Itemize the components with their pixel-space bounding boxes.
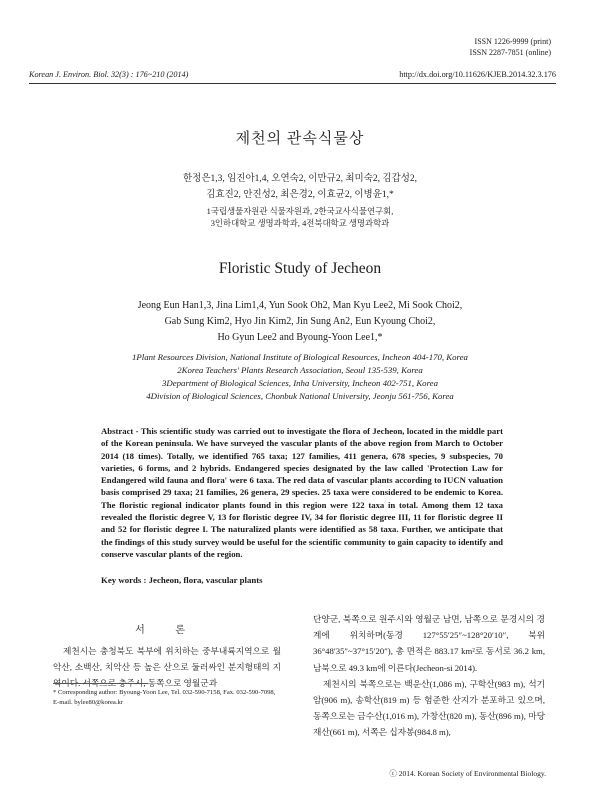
english-authors-line-1: Jeong Eun Han1,3, Jina Lim1,4, Yun Sook Oh2, Man Kyu Lee2, Mi Sook Choi2, — [137, 300, 463, 311]
english-authors — [30, 298, 570, 346]
issn-online: ISSN 2287-7851 (online) — [469, 48, 551, 57]
korean-title: 제천의 관속식물상 — [235, 131, 365, 147]
journal-citation: Korean J. Environ. Biol. 32(3) : 176~210 (2014) — [29, 70, 189, 79]
header-divider — [29, 83, 556, 84]
affiliation-2: 2Korea Teachers' Plants Research Association, Seoul 135-539, Korea — [177, 365, 423, 375]
intro-paragraph-right-1: 단양군, 북쪽으로 원주시와 영월군 남면, 남쪽으로 문경시의 경계에 위치하며(동경 127°55′25″~128°20′10″, 북위 36°48′35″~37°15′20″), 총 면적은 883.17 km²로 동서로 36.2 km, 남북으로 49.3 km에 이른다(Jecheon-si 2014). — [313, 614, 545, 673]
english-authors-line-3: Ho Gyun Lee2 and Byoung-Yoon Lee1,* — [217, 332, 383, 343]
korean-affiliations — [30, 206, 570, 230]
affiliation-1: 1Plant Resources Division, National Institute of Biological Resources, Incheon 404-170, Korea — [132, 352, 468, 362]
section-heading-introduction: 서 론 — [135, 625, 199, 636]
affiliation-3: 3Department of Biological Sciences, Inha University, Incheon 402-751, Korea — [162, 378, 438, 388]
intro-paragraph-left: 제천시는 충청북도 북부에 위치하는 중부내륙지역으로 월악산, 소백산, 치악산 등 높은 산으로 둘러싸인 분지형태의 지역이다. 서쪽으로 충주시, 동쪽으로 영월군과 — [53, 646, 281, 689]
korean-authors-line-1: 한정은1,3, 임진아1,4, 오연숙2, 이만규2, 최미숙2, 김갑성2, — [182, 174, 418, 184]
english-authors-line-2: Gab Sung Kim2, Hyo Jin Kim2, Jin Sung An2, Eun Kyoung Choi2, — [164, 316, 436, 327]
issn-block — [470, 36, 551, 58]
english-affiliations — [30, 351, 570, 403]
corresponding-author-footnote: * Corresponding author: Byoung-Yoon Lee, Tel. 032-590-7158, Fax. 032-590-7098, E-mail. bylee80@korea.kr — [53, 689, 276, 706]
doi-link[interactable]: http://dx.doi.org/10.11626/KJEB.2014.32.3.176 — [399, 70, 556, 79]
copyright: ⓒ 2014. Korean Society of Environmental Biology. — [389, 769, 546, 778]
korean-affil-line-1: 1국립생물자원관 식물자원과, 2한국교사식물연구회, — [206, 207, 394, 216]
intro-paragraph-right-2: 제천시의 북쪽으로는 백운산(1,086 m), 구학산(983 m), 석기암(906 m), 송학산(819 m) 등 험준한 산지가 분포하고 있으며, 동쪽으로는 금수산(1,016 m), 가창산(820 m), 동산(896 m), 마당재산(661 m), 서쪽은 십자봉(984.8 m), — [313, 678, 545, 738]
footnote-divider — [53, 683, 148, 684]
right-column — [313, 611, 545, 741]
korean-authors — [30, 171, 570, 203]
english-title: Floristic Study of Jecheon — [218, 260, 382, 277]
abstract: Abstract - This scientific study was carried out to investigate the flora of Jecheon, located in the middle part of the Korean peninsula. We have surveyed the vascular plants of the above region from March to October 2014 (18 times). Totally, we identified 765 taxa; 127 families, 411 genera, 678 species, 9 subspecies, 70 varieties, 6 forms, and 2 hybrids. Endangered species designated by the law called 'Protection Law for Endangered wild fauna and flora' were 6 taxa. The red data of vascular plants according to IUCN valuation basis comprised 29 taxa; 21 families, 26 genera, 29 species. 25 taxa were considered to be endemic to Korea. The floristic regional indicator plants found in this region were 122 taxa in total. Among them 12 taxa revealed the floristic degree V, 13 for floristic degree IV, 34 for floristic degree III, 11 for floristic degree II and 52 for floristic degree I. The naturalized plants were identified as 58 taxa. Further, we anticipate that the findings of this study survey would be useful for the scientific community to gain capacity to identify and conserve vascular plants of the region. — [101, 426, 503, 559]
issn-print: ISSN 1226-9999 (print) — [474, 37, 551, 46]
korean-affil-line-2: 3인하대학교 생명과학과, 4전북대학교 생명과학과 — [210, 219, 390, 228]
left-column — [53, 643, 281, 692]
korean-authors-line-2: 김효진2, 안진성2, 최은경2, 이효균2, 이병윤1,* — [206, 190, 394, 200]
keywords: Key words : Jecheon, flora, vascular plants — [101, 575, 263, 585]
affiliation-4: 4Division of Biological Sciences, Chonbuk National University, Jeonju 561-756, Korea — [146, 391, 454, 401]
